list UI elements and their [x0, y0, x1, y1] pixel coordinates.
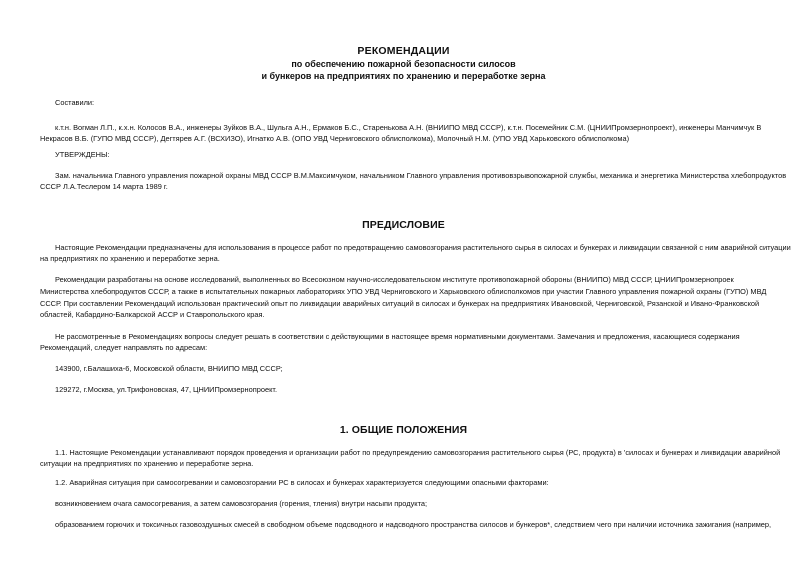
approved-text-line-1: Зам. начальника Главного управления пожарной охраны МВД СССР В.М.Максимчуком, начальником Главного управления противовзрывопожарной службы, механика и энергетика Министерства хлебопродуктов: [55, 171, 787, 180]
preface-p1-line-1: Настоящие Рекомендации предназначены для использования в процессе работ по предотвращению самовозгорания растительного сырья в силосах и бункерах и ликвидации связанной с ним аварийной ситуации: [55, 243, 791, 252]
document-title: [0, 45, 807, 82]
clause-1-1-line-2: ситуации на предприятиях по хранению и переработке зерна.: [40, 459, 254, 468]
section-1-heading: 1. ОБЩИЕ ПОЛОЖЕНИЯ: [339, 424, 468, 436]
compilers-text-line-2: Некрасов В.Б. (ГУПО МВД СССР), Дегтярев А.Г. (ВСХИЗО), Игнатко А.В. (ОПО УВД Черниговского облисполкома), Молочный Н.М. (УПО УВД Харьковского облисполкома): [40, 134, 630, 143]
preface-p2-line-1: Рекомендации разработаны на основе исследований, выполненных во Всесоюзном научно-исследовательском институте противопожарной обороны (ВНИИПО) МВД СССР, ЦНИИПромзернопроек: [55, 275, 734, 284]
approved-label: УТВЕРЖДЕНЫ:: [55, 150, 110, 159]
title-line-3: и бункеров на предприятиях по хранению и переработке зерна: [261, 71, 546, 81]
hazard-item-self-heating: возникновением очага самосогревания, а затем самовозгорания (горения, тления) внутри насыпи продукта;: [55, 499, 428, 508]
title-line-1: РЕКОМЕНДАЦИИ: [357, 45, 450, 57]
address-tsniipromzernoproekt: 129272, г.Москва, ул.Трифоновская, 47, ЦНИИПромзернопроект.: [55, 385, 277, 394]
compilers-label: Составили:: [55, 98, 95, 107]
compilers-text-line-1: к.т.н. Вогман Л.П., к.х.н. Колосов В.А., инженеры Зуйков В.А., Шульга А.Н., Ермаков Б.С., Старенькова А.Н. (ВНИИПО МВД СССР), к.т.н. Посемейник С.М. (ЦНИИПромзернопроект), инженеры Манчимчук В: [55, 123, 762, 132]
approved-text-line-2: СССР Л.А.Теслером 14 марта 1989 г.: [40, 182, 168, 191]
preface-heading: ПРЕДИСЛОВИЕ: [362, 219, 445, 231]
clause-1-2: 1.2. Аварийная ситуация при самосогревании и самовозгорании РС в силосах и бункерах характеризуется следующими опасными факторами:: [55, 478, 549, 487]
address-vniipo: 143900, г.Балашиха-6, Московской области, ВНИИПО МВД СССР;: [55, 364, 283, 373]
preface-p2-line-4: областей, Кабардино-Балкарской АССР и Ставропольского края.: [40, 310, 265, 319]
preface-p3-line-2: Рекомендаций, следует направлять по адресам:: [40, 343, 208, 352]
clause-1-1-line-1: 1.1. Настоящие Рекомендации устанавливают порядок проведения и организации работ по предупреждению самовозгорания растительного сырья (РС, продукта) в 'силосах и бункерах и ликвидации аварийной: [55, 448, 781, 457]
preface-p2-line-3: СССР. При составлении Рекомендаций использован практический опыт по ликвидации аварийных ситуаций в силосах и бункерах на предприятиях Ивановской, Черниговской, Рязанской и Ивано-Франковской: [40, 299, 760, 308]
hazard-item-gas-mixtures: образованием горючих и токсичных газовоздушных смесей в свободном объеме подсводного и надсводного пространства силосов и бункеров*, следствием чего при наличии источника зажигания (например,: [55, 520, 772, 529]
preface-p2-line-2: Министерства хлебопродуктов СССР, а также в испытательных пожарных лабораториях УПО УВД Черниговского и Харьковского облисполкомов при участии Главного управления пожарной охраны (ГУПО) МВД: [40, 287, 767, 296]
preface-p3-line-1: Не рассмотренные в Рекомендациях вопросы следует решать в соответствии с действующими в настоящее время нормативными документами. Замечания и предложения, касающиеся содержания: [55, 332, 740, 341]
preface-p1-line-2: на предприятиях по хранению и переработке зерна.: [40, 254, 220, 263]
title-line-2: по обеспечению пожарной безопасности силосов: [291, 59, 516, 69]
